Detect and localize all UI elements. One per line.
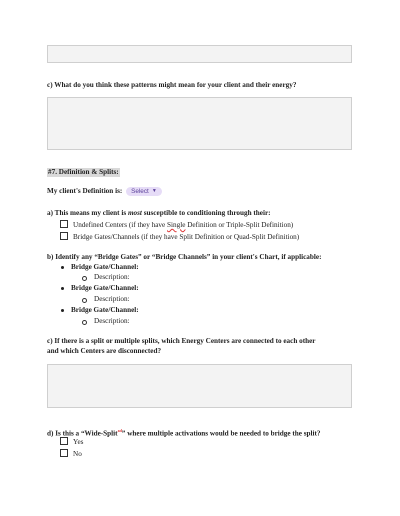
question-a-suffix: susceptible to conditioning through their:: [141, 209, 271, 217]
option1-word: Single: [167, 221, 186, 229]
answer-box-top[interactable]: [47, 45, 352, 63]
option-no: [60, 449, 82, 459]
answer-box-patterns[interactable]: [47, 97, 352, 150]
question-d: [47, 426, 321, 438]
option2-label: Bridge Gates/Channels (if they have Split Definition or Quad-Split Definition): [73, 233, 300, 241]
definition-label: My client's Definition is:: [47, 187, 123, 195]
description-2: Description:: [94, 295, 130, 303]
definition-row: [47, 187, 162, 196]
sub-bullet-icon: [82, 276, 87, 281]
sub-bullet-icon: [82, 298, 87, 303]
question-d-post: ” where multiple activations would be needed to bridge the split?: [121, 429, 321, 438]
option1-post: Definition or Triple-Split Definition): [185, 221, 294, 229]
question-c-splits-line1: c) If there is a split or multiple splits, which Energy Centers are connected to each other: [47, 337, 316, 345]
option-yes-label: Yes: [73, 438, 84, 446]
section-7-title: #7. Definition & Splits:: [48, 168, 119, 176]
description-3: Description:: [94, 317, 130, 325]
definition-select-label: Select: [131, 188, 149, 195]
option-bridge-gates: [60, 232, 299, 242]
checkbox-yes[interactable]: [60, 437, 68, 445]
option1-pre: Undefined Centers (if they have: [73, 221, 168, 229]
question-a-prefix: a) This means my client is: [47, 209, 128, 217]
bullet-icon: [61, 309, 64, 312]
question-c-splits-line2: and which Centers are disconnected?: [47, 347, 162, 355]
option-undefined-centers: [60, 220, 293, 230]
comment-marker-icon: ad: [117, 428, 122, 433]
question-a-emphasis: most: [127, 209, 142, 217]
question-c-patterns: c) What do you think these patterns might mean for your client and their energy?: [47, 81, 297, 89]
definition-select[interactable]: [126, 187, 162, 196]
bullet-icon: [61, 266, 64, 269]
checkbox-undefined-centers[interactable]: [60, 220, 68, 228]
bullet-icon: [61, 287, 64, 290]
checkbox-no[interactable]: [60, 449, 68, 457]
question-a: [47, 209, 271, 218]
chevron-down-icon: ▼: [151, 188, 157, 194]
option-yes: [60, 437, 83, 447]
sub-bullet-icon: [82, 320, 87, 325]
question-b: b) Identify any “Bridge Gates” or “Bridge Channels” in your client's Chart, if applicable:: [47, 253, 322, 261]
bridge-gate-2: Bridge Gate/Channel:: [71, 284, 139, 292]
answer-box-splits[interactable]: [47, 364, 352, 408]
checkbox-bridge-gates[interactable]: [60, 232, 68, 240]
bridge-gate-3: Bridge Gate/Channel:: [71, 306, 139, 314]
option-no-label: No: [73, 450, 82, 458]
question-d-pre: d) Is this a “Wide-Split: [47, 429, 118, 438]
bridge-gate-1: Bridge Gate/Channel:: [71, 263, 139, 271]
description-1: Description:: [94, 273, 130, 281]
